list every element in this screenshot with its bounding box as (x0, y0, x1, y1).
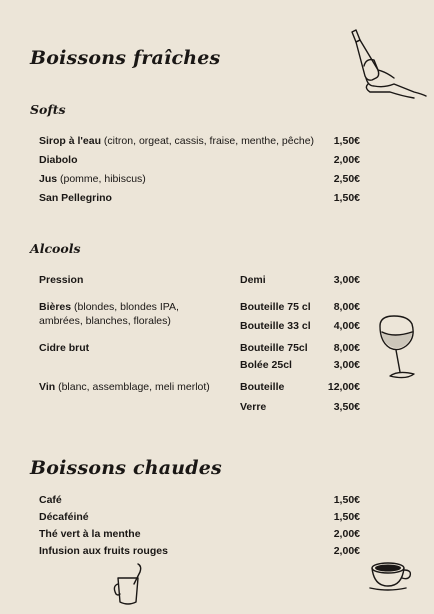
item-size-2: Bolée 25cl (240, 359, 292, 371)
item-name: Infusion aux fruits rouges (39, 545, 168, 557)
item-desc: (blanc, assemblage, meli merlot) (55, 381, 210, 393)
item-desc: (blondes, blondes IPA, (71, 301, 179, 313)
item-name: San Pellegrino (39, 192, 112, 204)
item-size: Demi (240, 274, 266, 286)
item-price: 1,50€ (333, 494, 360, 506)
coffee-cup-icon (366, 558, 414, 592)
item-price: 2,00€ (333, 154, 360, 166)
item-price: 12,00€ (327, 381, 360, 393)
item-price: 2,00€ (333, 528, 360, 540)
item-name: Jus (39, 173, 58, 185)
item-price: 1,50€ (333, 135, 360, 147)
cup-with-spoon-icon (112, 562, 150, 608)
item-price: 1,50€ (333, 192, 360, 204)
hand-holding-bottle-icon (344, 26, 428, 100)
item-desc-2: ambrées, blanches, florales) (39, 315, 171, 327)
menu-item (0, 341, 434, 375)
item-price: 2,50€ (333, 173, 360, 185)
menu-item (0, 300, 434, 336)
item-price: 1,50€ (333, 511, 360, 523)
item-name: Diabolo (39, 154, 78, 166)
hot-drinks-title: Boissons chaudes (30, 457, 222, 479)
item-size-2: Bouteille 33 cl (240, 320, 311, 332)
item-name: Cidre brut (39, 342, 90, 354)
item-price: 3,00€ (333, 274, 360, 286)
item-price: 8,00€ (333, 342, 360, 354)
item-price: 2,00€ (333, 545, 360, 557)
item-size: Bouteille 75cl (240, 342, 308, 354)
item-desc: (citron, orgeat, cassis, fraise, menthe, pêche) (101, 135, 315, 147)
item-price-2: 3,00€ (333, 359, 360, 371)
item-price-2: 4,00€ (333, 320, 360, 332)
item-price-2: 3,50€ (333, 401, 360, 413)
cold-drinks-title: Boissons fraîches (30, 47, 221, 69)
item-size-2: Verre (240, 401, 267, 413)
menu-item (0, 380, 434, 416)
item-name: Thé vert à la menthe (39, 528, 141, 540)
item-desc: (pomme, hibiscus) (57, 173, 146, 185)
item-name: Café (39, 494, 62, 506)
item-name: Décaféiné (39, 511, 89, 523)
item-name: Bières (39, 301, 72, 313)
item-size: Bouteille (240, 381, 285, 393)
item-name: Pression (39, 274, 84, 286)
item-size: Bouteille 75 cl (240, 301, 311, 313)
alcools-title: Alcools (30, 241, 81, 256)
softs-title: Softs (30, 102, 66, 117)
item-name: Vin (39, 381, 56, 393)
wine-glass-icon (376, 312, 420, 384)
item-price: 8,00€ (333, 301, 360, 313)
item-name: Sirop à l'eau (39, 135, 102, 147)
